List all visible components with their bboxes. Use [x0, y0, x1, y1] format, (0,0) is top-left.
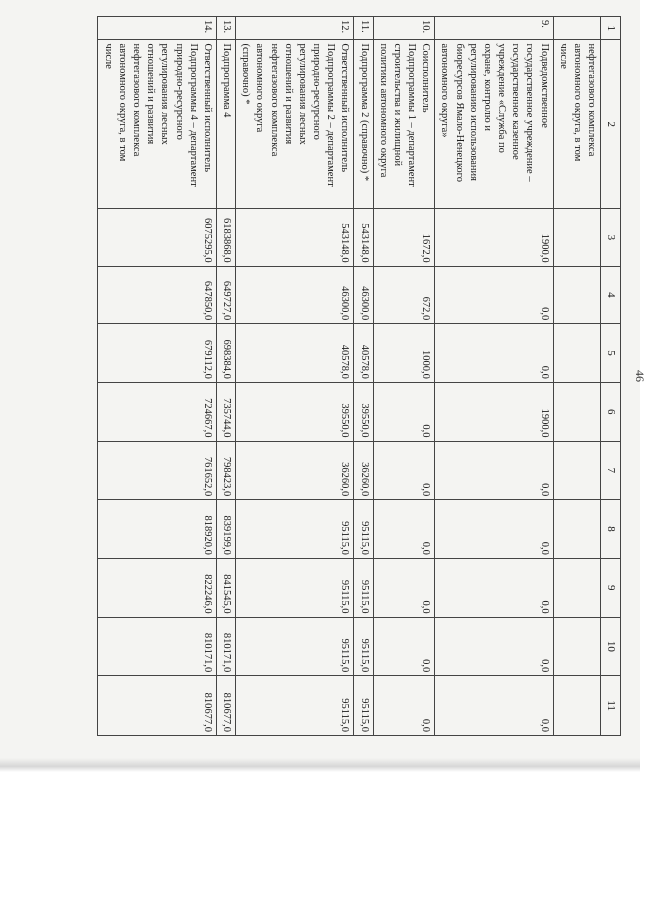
header-cell: 9 [601, 558, 621, 617]
value-line: 810677,0 [221, 692, 233, 732]
value-cell [553, 266, 601, 324]
row-name-line: Подпрограмма 4 [221, 43, 233, 118]
budget-table [97, 16, 621, 736]
row-name-line: биоресурсов Ямало-Ненецкого [453, 43, 465, 182]
value-line: 798423,0 [221, 456, 233, 497]
row-number: 9. [435, 17, 553, 40]
value-line: 0,0 [538, 541, 550, 555]
value-cell [435, 558, 553, 617]
value-cell [98, 382, 216, 441]
value-cell [373, 209, 435, 267]
table-row [98, 17, 216, 736]
value-cell [373, 441, 435, 500]
value-cell [553, 617, 601, 676]
value-cell [373, 324, 435, 383]
value-line: 95115,0 [339, 579, 351, 614]
row-name-line: регулирования лесных [296, 43, 308, 145]
value-line: 0,0 [420, 424, 432, 438]
value-line: 6183868,0 [221, 217, 233, 263]
row-name-line: строительства и жилищной [391, 43, 403, 167]
header-cell: 10 [601, 617, 621, 676]
value-cell [435, 617, 553, 676]
value-line: 0,0 [538, 600, 550, 614]
value-line: 543148,0 [339, 223, 351, 263]
row-name-line: отношений и развития [145, 43, 157, 145]
row-name-line: нефтегазового комплекса [586, 43, 598, 157]
value-line: 0,0 [538, 718, 550, 732]
header-cell: 4 [601, 266, 621, 324]
value-line: 543148,0 [358, 223, 370, 263]
value-cell [98, 441, 216, 500]
value-cell [236, 324, 354, 383]
header-cell: 7 [601, 441, 621, 500]
rotated-page-content [41, 16, 647, 736]
value-cell [98, 209, 216, 267]
row-name-line: Подпрограмма 2 (справочно) * [358, 43, 370, 182]
value-cell [373, 617, 435, 676]
row-name-cell [354, 40, 373, 209]
value-cell [373, 266, 435, 324]
value-line: 724667,0 [201, 398, 213, 438]
header-cell: 11 [601, 676, 621, 736]
value-cell [354, 617, 373, 676]
value-line: 0,0 [538, 483, 550, 497]
value-line: 0,0 [420, 541, 432, 555]
value-cell [98, 266, 216, 324]
row-number [553, 17, 601, 40]
row-name-line: Подведомственное [538, 43, 550, 128]
value-cell [236, 617, 354, 676]
value-line: 647850,0 [201, 280, 213, 321]
value-cell [435, 324, 553, 383]
row-name-cell [373, 40, 435, 209]
row-name-line: автономного округа [254, 43, 266, 133]
row-name-cell [553, 40, 601, 209]
scan-edge-shadow [0, 758, 640, 772]
value-line: 39550,0 [339, 403, 351, 438]
table-row [373, 17, 435, 736]
value-line: 810677,0 [201, 692, 213, 732]
row-number: 10. [373, 17, 435, 40]
row-name-line: автономного округа» [439, 43, 451, 138]
value-cell [216, 266, 235, 324]
value-line: 40578,0 [339, 344, 351, 379]
value-line: 95115,0 [358, 521, 370, 555]
value-line: 761652,0 [201, 456, 213, 497]
row-name-line: природно-ресурсного [173, 43, 185, 140]
row-name-line: Ответственный исполнитель [201, 43, 213, 173]
value-cell [354, 500, 373, 559]
value-line: 839199,0 [221, 515, 233, 555]
value-line: 39550,0 [358, 403, 370, 438]
row-name-line: Подпрограммы 1 – департамент [406, 43, 418, 187]
value-cell [553, 558, 601, 617]
value-cell [216, 324, 235, 383]
value-line: 735744,0 [221, 398, 233, 438]
value-cell [216, 209, 235, 267]
row-name-line: природно-ресурсного [311, 43, 323, 140]
page-number: 46 [633, 370, 647, 382]
value-cell [236, 441, 354, 500]
value-cell [435, 266, 553, 324]
value-cell [98, 324, 216, 383]
row-name-line: Соисполнитель [420, 43, 432, 113]
row-number: 14. [98, 17, 216, 40]
value-cell [553, 676, 601, 736]
value-cell [553, 209, 601, 267]
value-line: 95115,0 [339, 698, 351, 732]
value-line: 672,0 [420, 296, 432, 321]
value-line: 649727,0 [221, 280, 233, 321]
value-cell [354, 382, 373, 441]
row-name-line: отношений и развития [282, 43, 294, 145]
value-line: 0,0 [420, 600, 432, 614]
value-cell [435, 209, 553, 267]
row-name-cell [435, 40, 553, 209]
value-cell [553, 441, 601, 500]
value-cell [373, 676, 435, 736]
row-name-cell [236, 40, 354, 209]
value-line: 822246,0 [201, 574, 213, 614]
value-cell [216, 676, 235, 736]
row-name-line: Ответственный исполнитель [339, 43, 351, 173]
value-line: 0,0 [538, 307, 550, 321]
value-line: 0,0 [538, 659, 550, 673]
row-name-line: регулированию использования [467, 43, 479, 181]
value-cell [98, 500, 216, 559]
value-line: 0,0 [420, 659, 432, 673]
row-name-line: (справочно) * [240, 43, 252, 105]
value-line: 1900,0 [538, 233, 550, 263]
table-row [216, 17, 235, 736]
value-cell [216, 558, 235, 617]
value-cell [216, 617, 235, 676]
value-cell [236, 266, 354, 324]
header-cell: 2 [601, 40, 621, 209]
row-name-line: числе [102, 43, 114, 69]
value-line: 810171,0 [201, 632, 213, 673]
row-name-line: автономного округа, в том [571, 43, 583, 162]
row-name-cell [98, 40, 216, 209]
value-line: 1000,0 [420, 350, 432, 379]
value-cell [553, 500, 601, 559]
value-cell [236, 558, 354, 617]
row-name-line: Подпрограммы 4 – департамент [187, 43, 199, 187]
row-number: 11. [354, 17, 373, 40]
value-line: 1672,0 [420, 233, 432, 263]
value-cell [435, 676, 553, 736]
table-header-row [601, 17, 621, 736]
row-name-line: числе [557, 43, 569, 69]
value-line: 36260,0 [339, 462, 351, 497]
row-name-line: государственное казенное [510, 43, 522, 160]
value-line: 95115,0 [358, 579, 370, 614]
table-row [553, 17, 601, 736]
value-line: 1900,0 [538, 408, 550, 438]
value-line: 6075295,0 [201, 217, 213, 263]
value-line: 698384,0 [221, 339, 233, 379]
value-line: 95115,0 [339, 638, 351, 673]
value-line: 0,0 [420, 718, 432, 732]
value-cell [354, 324, 373, 383]
table-row [236, 17, 354, 736]
value-line: 95115,0 [339, 521, 351, 555]
value-cell [435, 382, 553, 441]
value-cell [373, 558, 435, 617]
value-cell [216, 382, 235, 441]
value-cell [553, 382, 601, 441]
value-line: 0,0 [420, 483, 432, 497]
value-cell [216, 441, 235, 500]
row-number: 13. [216, 17, 235, 40]
row-name-line: автономного округа, в том [116, 43, 128, 162]
row-name-line: политики автономного округа [377, 43, 389, 178]
value-line: 0,0 [538, 365, 550, 379]
row-name-line: нефтегазового комплекса [268, 43, 280, 157]
value-line: 46300,0 [339, 286, 351, 321]
value-cell [98, 558, 216, 617]
header-cell: 1 [601, 17, 621, 40]
value-cell [98, 676, 216, 736]
value-cell [354, 558, 373, 617]
value-cell [553, 324, 601, 383]
row-name-line: охране, контролю и [481, 43, 493, 131]
value-cell [373, 500, 435, 559]
value-cell [354, 209, 373, 267]
row-number: 12. [236, 17, 354, 40]
table-row [354, 17, 373, 736]
header-cell: 5 [601, 324, 621, 383]
header-cell: 3 [601, 209, 621, 267]
value-cell [236, 209, 354, 267]
value-cell [236, 500, 354, 559]
value-cell [435, 500, 553, 559]
value-line: 36260,0 [358, 462, 370, 497]
value-cell [354, 266, 373, 324]
table-row [435, 17, 553, 736]
value-line: 95115,0 [358, 638, 370, 673]
value-cell [373, 382, 435, 441]
value-cell [216, 500, 235, 559]
value-cell [236, 382, 354, 441]
value-cell [98, 617, 216, 676]
value-cell [354, 441, 373, 500]
value-line: 679112,0 [201, 339, 213, 379]
value-line: 818920,0 [201, 515, 213, 555]
row-name-line: учреждение «Служба по [496, 43, 508, 153]
value-cell [435, 441, 553, 500]
value-line: 841545,0 [221, 574, 233, 614]
row-name-line: государственное учреждение – [524, 43, 536, 182]
value-line: 810171,0 [221, 632, 233, 673]
header-cell: 6 [601, 382, 621, 441]
row-name-line: Подпрограммы 2 – департамент [325, 43, 337, 187]
value-cell [236, 676, 354, 736]
value-line: 40578,0 [358, 344, 370, 379]
value-cell [354, 676, 373, 736]
header-cell: 8 [601, 500, 621, 559]
row-name-line: регулирования лесных [159, 43, 171, 145]
row-name-cell [216, 40, 235, 209]
value-line: 95115,0 [358, 698, 370, 732]
row-name-line: нефтегазового комплекса [131, 43, 142, 157]
value-line: 46300,0 [358, 286, 370, 321]
